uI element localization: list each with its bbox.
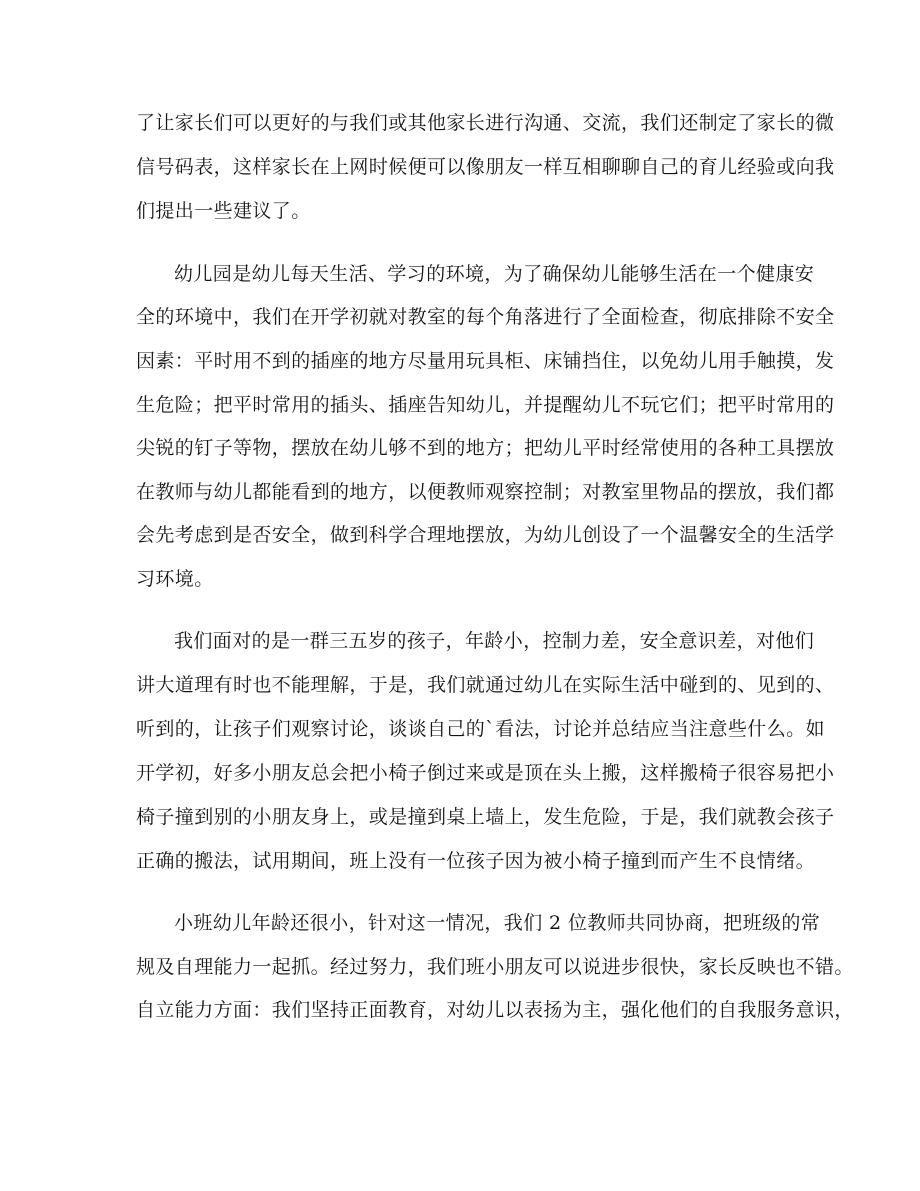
paragraph-line: 听到的，让孩子们观察讨论，谈谈自己的`看法，讨论并总结应当注意些什么。如 [136, 718, 825, 740]
paragraph-line: 信号码表，这样家长在上网时候便可以像朋友一样互相聊聊自己的育儿经验或向我 [136, 156, 835, 178]
paragraph-line: 尖锐的钉子等物，摆放在幼儿够不到的地方；把幼儿平时经常使用的各种工具摆放 [136, 437, 835, 459]
paragraph-line: 会先考虑到是否安全，做到科学合理地摆放，为幼儿创设了一个温馨安全的生活学 [136, 524, 835, 546]
paragraph-line: 讲大道理有时也不能理解，于是，我们就通过幼儿在实际生活中碰到的、见到的、 [136, 674, 835, 696]
paragraph-line: 幼儿园是幼儿每天生活、学习的环境，为了确保幼儿能够生活在一个健康安 [174, 263, 815, 285]
paragraph-line: 生危险；把平时常用的插头、插座告知幼儿，并提醒幼儿不玩它们；把平时常用的 [136, 394, 835, 416]
paragraph-line: 全的环境中，我们在开学初就对教室的每个角落进行了全面检查，彻底排除不安全 [136, 306, 835, 328]
paragraph-line: 因素：平时用不到的插座的地方尽量用玩具柜、床铺挡住，以免幼儿用手触摸，发 [136, 350, 835, 372]
paragraph-line: 规及自理能力一起抓。经过努力，我们班小朋友可以说进步很快，家长反映也不错。 [136, 956, 854, 978]
paragraph-line: 正确的搬法，试用期间，班上没有一位孩子因为被小椅子撞到而产生不良情绪。 [136, 850, 816, 872]
paragraph-line: 在教师与幼儿都能看到的地方，以便教师观察控制；对教室里物品的摆放，我们都 [136, 481, 835, 503]
paragraph-line: 我们面对的是一群三五岁的孩子，年龄小，控制力差，安全意识差，对他们 [174, 630, 815, 652]
paragraph-line: 自立能力方面：我们坚持正面教育，对幼儿以表扬为主，强化他们的自我服务意识， [136, 999, 854, 1021]
paragraph-line: 们提出一些建议了。 [136, 200, 311, 222]
paragraph-line: 习环境。 [136, 568, 214, 590]
paragraph-line: 开学初，好多小朋友总会把小椅子倒过来或是顶在头上搬，这样搬椅子很容易把小 [136, 762, 835, 784]
paragraph-line: 椅子撞到别的小朋友身上，或是撞到桌上墙上，发生危险，于是，我们就教会孩子 [136, 806, 835, 828]
paragraph-line: 了让家长们可以更好的与我们或其他家长进行沟通、交流，我们还制定了家长的微 [136, 112, 835, 134]
paragraph-line: 小班幼儿年龄还很小，针对这一情况，我们 2 位教师共同协商，把班级的常 [174, 912, 821, 934]
